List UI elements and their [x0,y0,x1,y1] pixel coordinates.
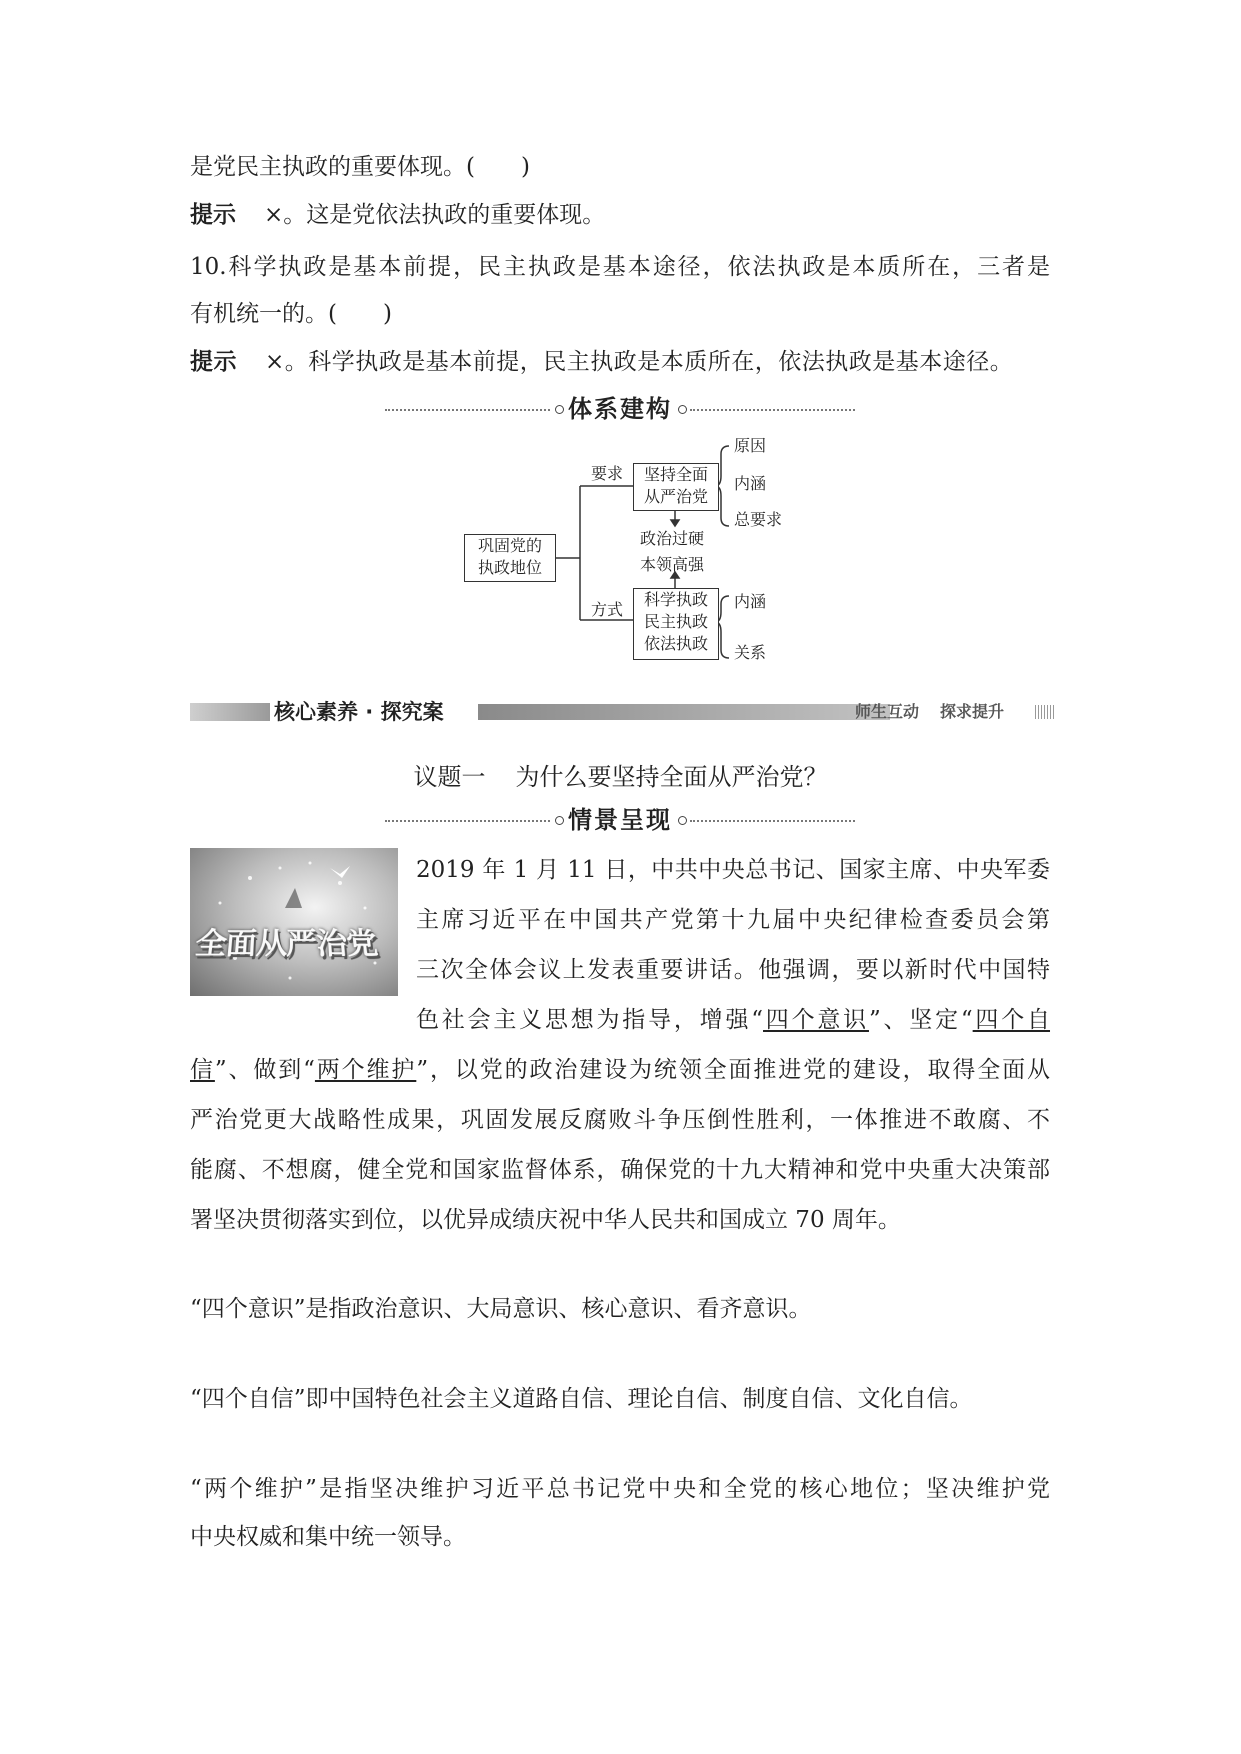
divider [690,409,855,411]
passage-line: 三次全体会议上发表重要讲话。他强调，要以新时代中国特 [416,957,1050,983]
hint-text: ×。科学执政是基本前提，民主执政是本质所在，依法执政是基本途径。 [265,349,1014,375]
diagram-top-line: 坚持全面 [643,465,708,484]
diagram-top-box [633,463,719,511]
divider [690,820,855,822]
diagram-middle-text: 本领高强 [640,555,705,574]
topic-heading [0,760,1241,794]
question-10-line2: 有机统一的。( ) [190,301,392,327]
diagram-leaf: 内涵 [734,474,767,493]
diagram-bottom-box [633,588,719,660]
diagram-root-box [464,534,556,582]
banner-title: 核心素养 · 探究案 [274,700,444,724]
diagram-bottom-line: 依法执政 [643,634,708,653]
passage-line [416,1003,1050,1037]
banner-gradient-left [190,703,270,721]
diagram-leaf: 总要求 [734,510,783,529]
scene-section-header [385,803,855,837]
term-four-consciousness: 四个意识 [763,1007,869,1033]
section-title: 体系建构 [568,395,672,423]
diagram-bottom-line: 民主执政 [643,612,708,631]
diagram-leaf: 原因 [734,436,767,455]
passage-text: ”，以党的政治建设为统领全面推进党的建设，取得全面从 [416,1057,1051,1083]
diagram-branch-label: 方式 [591,600,624,619]
ring-icon [678,405,687,414]
section-title: 情景呈现 [568,806,672,834]
topic-prefix: 议题一 [413,763,486,791]
hint-9 [190,198,605,232]
passage-text: ”、做到“ [214,1057,315,1083]
passage-line [190,1053,1050,1087]
news-photo [190,848,398,996]
ring-icon [678,816,687,825]
passage-line: 2019 年 1 月 11 日，中共中央总书记、国家主席、中央军委 [416,857,1050,883]
note-four-confidence: “四个自信”即中国特色社会主义道路自信、理论自信、制度自信、文化自信。 [190,1386,973,1412]
banner-tag: 师生互动 [855,702,920,721]
hint-text: ×。这是党依法执政的重要体现。 [264,202,606,228]
banner-tag: 探求提升 [940,702,1005,721]
concept-diagram [450,438,810,673]
diagram-top-line: 从严治党 [643,487,708,506]
hint-label: 提示 [190,202,236,228]
question-9-tail: 是党民主执政的重要体现。( ) [190,154,530,180]
passage-line: 署坚决贯彻落实到位，以优异成绩庆祝中华人民共和国成立 70 周年。 [190,1207,901,1233]
term-four-confidence: 信 [190,1057,215,1083]
passage-text: 色社会主义思想为指导，增强“ [416,1007,764,1033]
system-section-header [385,392,855,426]
passage-line: 严治党更大战略性成果，巩固发展反腐败斗争压倒性胜利，一体推进不敢腐、不 [190,1107,1050,1133]
diagram-root-line: 巩固党的 [477,536,542,555]
passage-line: 能腐、不想腐，健全党和国家监督体系，确保党的十九大精神和党中央重大决策部 [190,1157,1050,1183]
diagram-root-line: 执政地位 [477,558,542,577]
passage-text: ”、坚定“ [868,1007,973,1033]
note-two-safeguards: “两个维护”是指坚决维护习近平总书记党中央和全党的核心地位；坚决维护党 [190,1476,1050,1502]
note-four-consciousness: “四个意识”是指政治意识、大局意识、核心意识、看齐意识。 [190,1296,812,1322]
note-two-safeguards-cont: 中央权威和集中统一领导。 [190,1524,466,1550]
core-literacy-banner [190,697,1055,727]
diagram-bottom-line: 科学执政 [643,590,708,609]
term-four-confidence: 四个自 [972,1007,1051,1033]
diagram-leaf: 关系 [734,643,767,662]
diagram-middle-text: 政治过硬 [640,529,705,548]
diagram-branch-label: 要求 [591,464,624,483]
term-two-safeguards: 两个维护 [314,1057,417,1083]
question-10-line1: 10.科学执政是基本前提，民主执政是基本途径，依法执政是本质所在，三者是 [190,254,1050,280]
photo-caption-art: 全面从严治党 [192,927,380,962]
hint-label: 提示 [190,349,237,375]
hint-10 [190,345,1013,379]
banner-stripes [1035,705,1055,719]
topic-question: 为什么要坚持全面从严治党？ [515,763,828,791]
diagram-leaf: 内涵 [734,592,767,611]
passage-line: 主席习近平在中国共产党第十九届中央纪律检查委员会第 [416,907,1050,933]
